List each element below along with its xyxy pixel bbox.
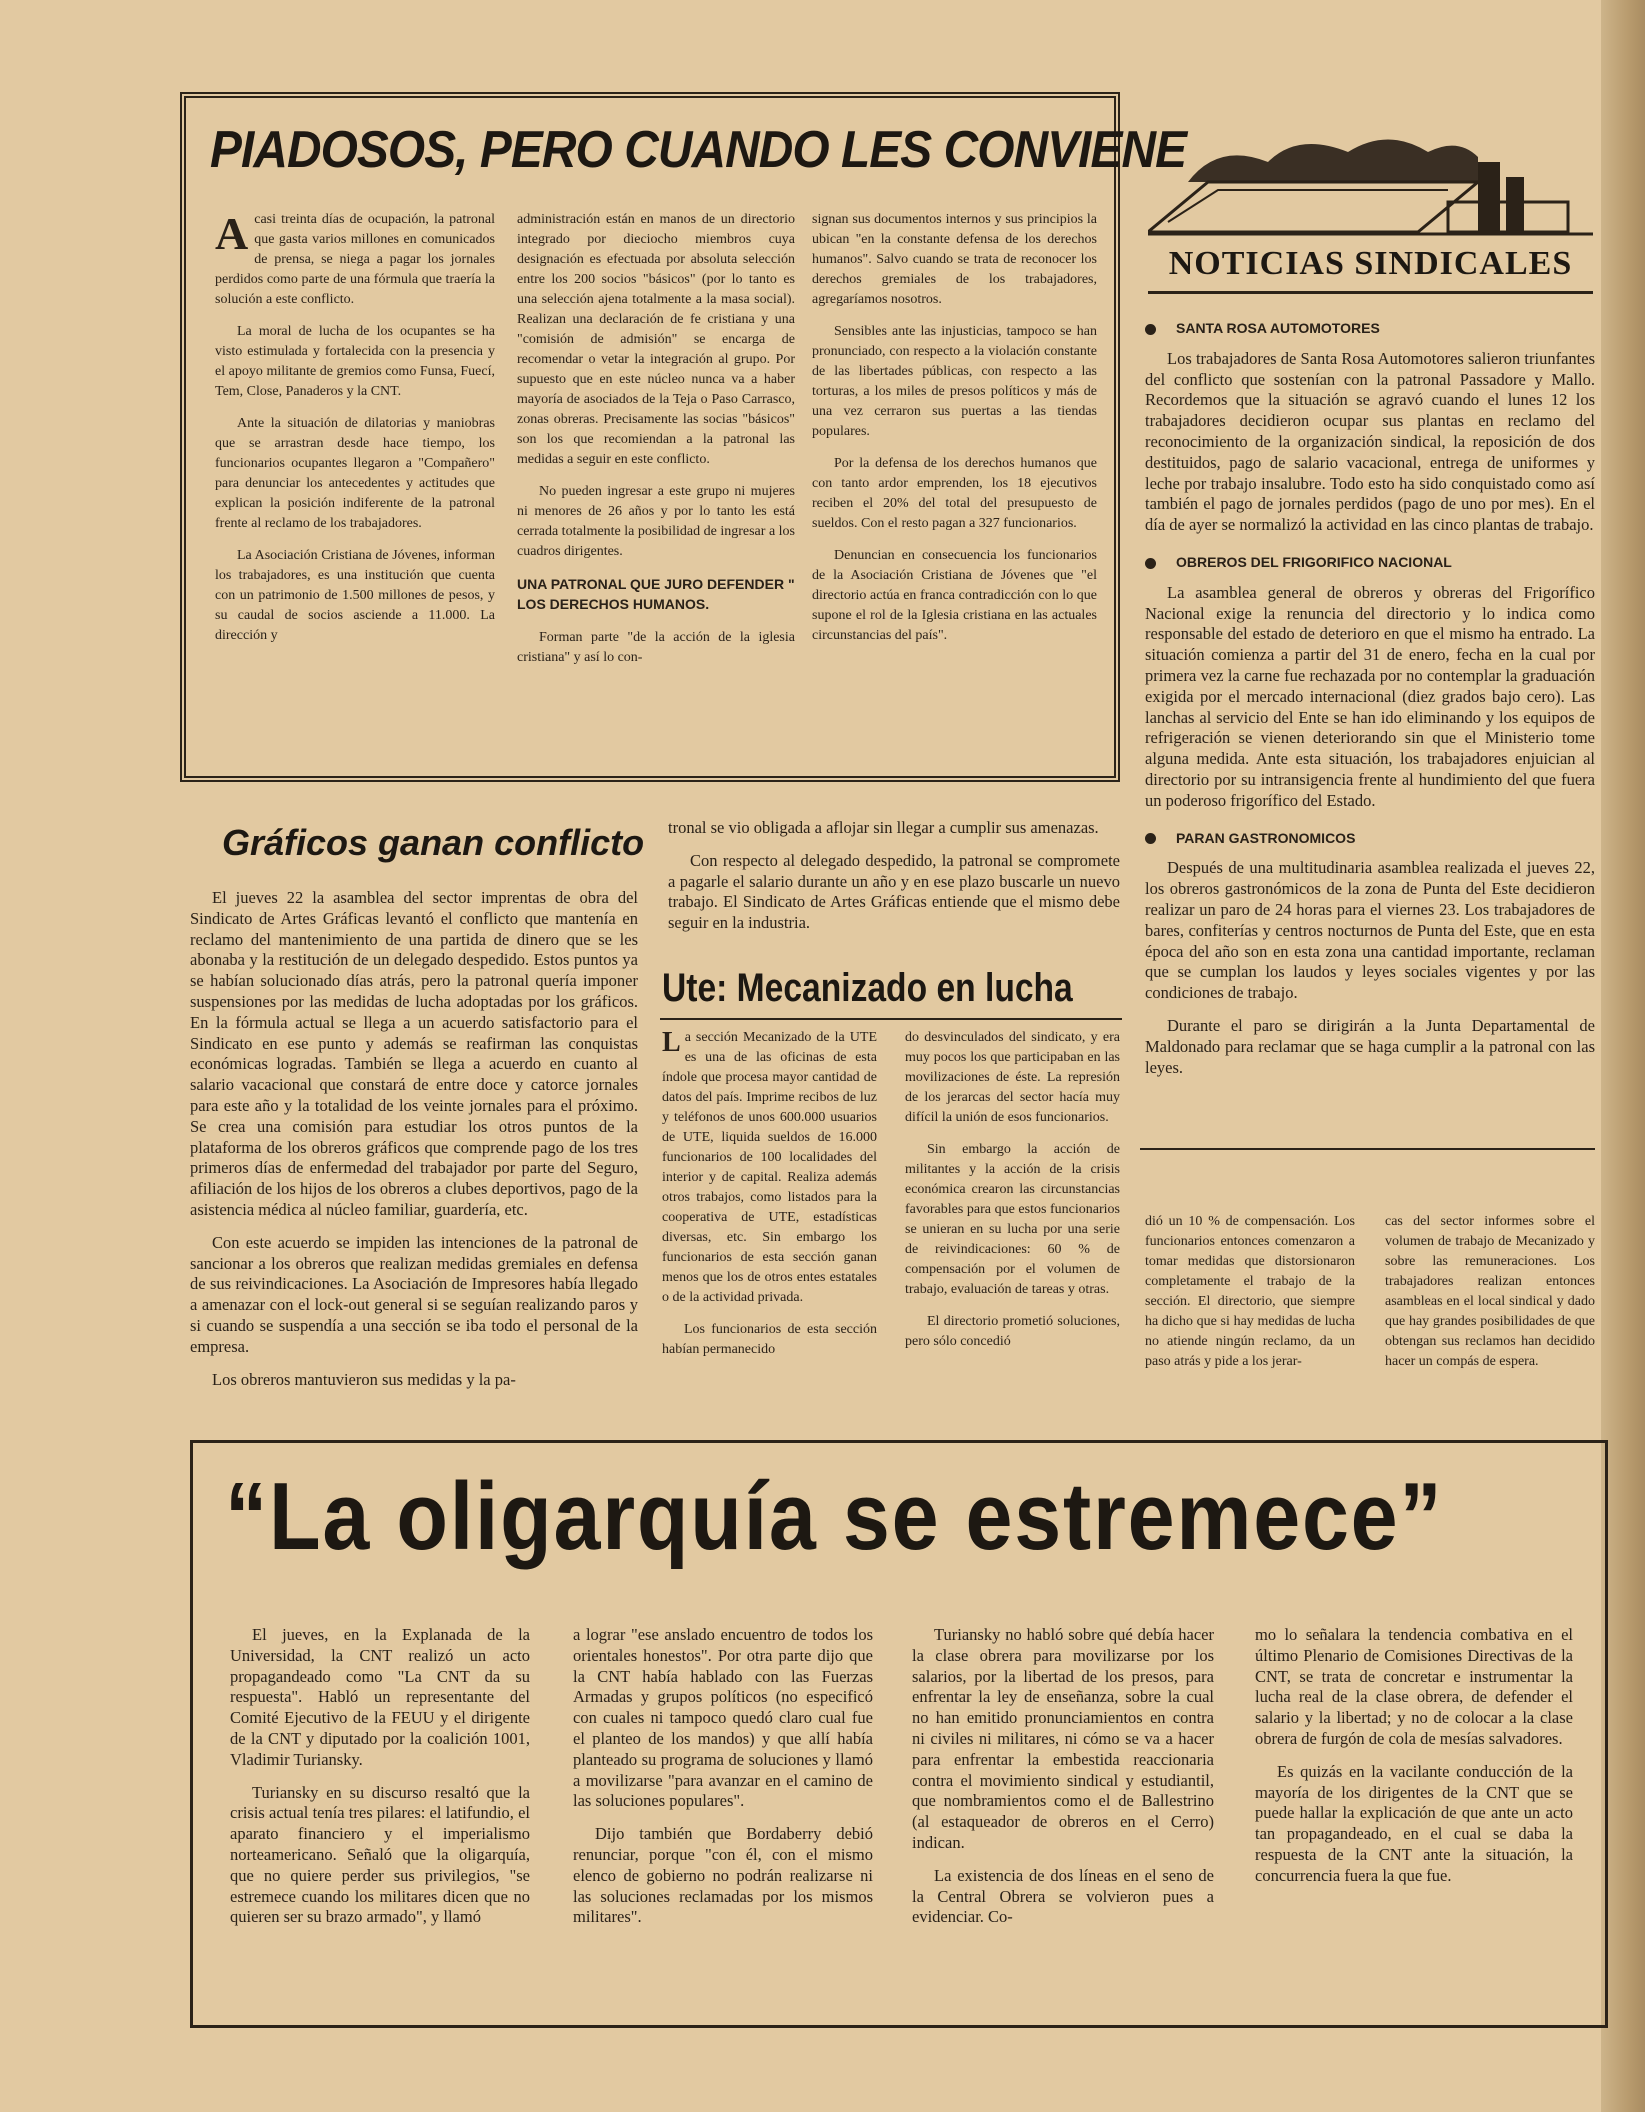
paragraph: dió un 10 % de compensación. Los funcionarios entonces comenzaron a tomar medidas que distorsionaron completamente el trabajo de la sección. El directorio, que siempre ha dicho que si hay medidas de lucha no atiende ningún reclamo, da un paso atrás y pide a los jerar- bbox=[1145, 1214, 1355, 1369]
paragraph: casi treinta días de ocupación, la patronal que gasta varios millones en comunicados de prensa, se niega a pagar los jornales perdidos como parte de una fórmula que traería la solución a este conflicto. bbox=[215, 212, 495, 307]
paragraph: No pueden ingresar a este grupo ni mujeres ni menores de 26 años y por lo tanto les está cerrada totalmente la posibilidad de ingresar a los cuadros dirigentes. bbox=[517, 484, 795, 559]
paragraph: Los obreros mantuvieron sus medidas y la pa- bbox=[212, 1369, 516, 1389]
paragraph: La existencia de dos líneas en el seno de la Central Obrera se volvieron pues a evidenciar. Co- bbox=[912, 1865, 1214, 1927]
paragraph: La moral de lucha de los ocupantes se ha visto estimulada y fortalecida con la presencia y el apoyo militante de gremios como Funsa, Fuecí, Tem, Close, Panaderos y la CNT. bbox=[215, 324, 495, 399]
paragraph: Con respecto al delegado despedido, la patronal se compromete a pagarle el salario durante un año y en ese plazo buscarle un nuevo trabajo. El Sindicato de Artes Gráficas entiende que el mismo debe seguir en la industria. bbox=[668, 850, 1120, 933]
noticias-column bbox=[1145, 318, 1595, 1138]
dropcap: L bbox=[662, 1028, 681, 1058]
piadosos-column-2 bbox=[517, 210, 795, 765]
paragraph: La Asociación Cristiana de Jóvenes, informan los trabajadores, es una institución que cuenta con un patrimonio de 1.500 millones de pesos, y su caudal de socios asciende a 11.000. La dirección y bbox=[215, 548, 495, 643]
paragraph: Con este acuerdo se impiden las intenciones de la patronal de sancionar a los obreros que realizan medidas gremiales en defensa de sus reivindicaciones. La Asociación de Impresores había llegado a amenazar con el lock-out general si se seguían realizando paros y si cuando se suspendía a una sección se iba todo el personal de la empresa. bbox=[190, 1232, 638, 1356]
section-heading: PARAN GASTRONOMICOS bbox=[1145, 828, 1595, 849]
paragraph: Después de una multitudinaria asamblea realizada el jueves 22, los obreros gastronómicos de la zona de Punta del Este decidieron realizar un paro de 24 horas para el viernes 23. Los trabajadores de bares, confiterías y centros nocturnos de Punta del Este, que en esta época del año son en esta zona una cantidad importante, reclaman que se cumplan los laudos y leyes sociales vigentes y por las condiciones de trabajo. bbox=[1145, 858, 1595, 1003]
subheading: UNA PATRONAL QUE JURO DEFENDER " LOS DERECHOS HUMANOS. bbox=[517, 576, 795, 612]
dropcap: A bbox=[215, 210, 249, 259]
oligarquia-column-1 bbox=[230, 1625, 530, 2015]
headline-graficos: Gráficos ganan conflicto bbox=[222, 822, 645, 863]
headline-piadosos: PIADOSOS, PERO CUANDO LES CONVIENE bbox=[210, 121, 1187, 179]
divider bbox=[660, 1018, 1122, 1020]
paragraph: do desvinculados del sindicato, y era muy pocos los que participaban en las movilizaciones de éste. La represión de los jerarcas del sector hacía muy difícil la unión de esos funcionarios. bbox=[905, 1030, 1120, 1125]
paragraph: El jueves, en la Explanada de la Universidad, la CNT realizó un acto propagandeado como "La CNT da su respuesta". Habló un representante del Comité Ejecutivo de la FEUU y el dirigente de la CNT y diputado por la coalición 1001, Vladimir Turiansky. bbox=[230, 1625, 530, 1769]
paragraph: signan sus documentos internos y sus principios la ubican "en la constante defensa de los derechos humanos". Salvo cuando se trata de reconocer los derechos gremiales de los trabajadores, agregaríamos nosotros. bbox=[812, 212, 1097, 307]
paragraph: Dijo también que Bordaberry debió renunciar, porque "con él, con el mismo elenco de gobierno no podrán realizarse ni las soluciones reclamadas por los mismos militares". bbox=[573, 1824, 873, 1927]
paragraph: Sensibles ante las injusticias, tampoco se han pronunciado, con respecto a la violación constante de las libertades públicas, con respecto a las torturas, a los miles de presos políticos y más de una vez cerraron sus puertas a las tiendas populares. bbox=[812, 324, 1097, 439]
paragraph: Durante el paro se dirigirán a la Junta Departamental de Maldonado para reclamar que se haga cumplir a la patronal con las leyes. bbox=[1145, 1015, 1595, 1077]
ute-column-4 bbox=[1385, 1212, 1595, 1412]
section-heading: OBREROS DEL FRIGORIFICO NACIONAL bbox=[1145, 552, 1595, 573]
paragraph: Ante la situación de dilatorias y maniobras que se arrastran desde hace tiempo, los funcionarios ocupantes llegaron a "Compañero" para denunciar los antecedentes y actitudes que explican la posición indiferente de la patronal frente al reclamo de los trabajadores. bbox=[215, 416, 495, 531]
paragraph: Turiansky no habló sobre qué debía hacer la clase obrera para movilizarse por los salarios, por la libertad de los presos, para enfrentar la ley de enseñanza, sobre la cual no han emitido pronunciamientos en contra ni civiles ni militares, ni cómo se va a hacer para enfrentar la embestida reaccionaria contra el movimiento sindical y estudiantil, que nombramientos como el de Ballestrino (al estaqueador de obreros en el Cerro) indican. bbox=[912, 1625, 1214, 1852]
ute-column-2 bbox=[905, 1028, 1120, 1413]
section-title-noticias: NOTICIAS SINDICALES bbox=[1148, 245, 1593, 294]
paragraph: a sección Mecanizado de la UTE es una de las oficinas de esta índole que procesa mayor cantidad de datos del país. Imprime recibos de luz y teléfonos de unos 600.000 usuarios de UTE, liquida sueldos de 16.000 funcionarios de 100 localidades del interior y de capital. Realiza además otros trabajos, como listados para la cooperativa de UTE, estadísticas diversas, etc. Sin embargo los funcionarios de esta sección ganan menos que los de otros entes estatales o de la actividad privada. bbox=[662, 1030, 877, 1305]
bullet-icon bbox=[1145, 833, 1156, 844]
paragraph: Turiansky en su discurso resaltó que la crisis actual tenía tres pilares: el latifundio, el aparato financiero y el imperialismo norteamericano. Señaló que la oligarquía, que no quiere perder sus privilegios, "se estremece cuando los militares dicen que no quieren ser su brazo armado", y llamó bbox=[230, 1782, 530, 1927]
factory-illustration bbox=[1148, 122, 1593, 242]
section-heading: SANTA ROSA AUTOMOTORES bbox=[1145, 318, 1595, 339]
paragraph: El jueves 22 la asamblea del sector imprentas de obra del Sindicato de Artes Gráficas levantó el conflicto que mantenía en reclamo del mantenimiento de una partida de dinero que se les abonaba y la restitución de un delegado despedido. Estos puntos ya se habían solucionado días atrás, pero la patronal quería imponer suspensiones por las medidas de lucha adoptadas por los gráficos. En la fórmula actual se llega a un acuerdo satisfactorio para el Sindicato en ese punto y además se reafirman las conquistas económicas logradas. También se llega a acuerdo en cuanto al salario vacacional que constará de entre doce y catorce jornales para este año y la totalidad de los veinte jornales para el próximo. Se crea una comisión para estudiar los otros puntos de la plataforma de los obreros gráficos que comprende pago de los tres primeros días de enfermedad del trabajador por parte del Seguro, afiliación de los hijos de los obreros a clubes deportivos, pago de la asistencia médica al núcleo familiar, guardería, etc. bbox=[190, 888, 638, 1219]
paragraph: La asamblea general de obreros y obreras del Frigorífico Nacional exige la renuncia del directorio y lo indica como responsable del estado de deterioro en que el mismo ha entrado. La situación comienza a partir del 31 de enero, fecha en la cual por primera vez la carne fue rechazada por no contemplar la graduación exigida por el mercado internacional (diez grados bajo cero). Las lanchas al servicio del Ente se han ido eliminando y los equipos de refrigeración se vienen deteriorando sin que el Ministerio tome alguna medida. Ante esta situación, los trabajadores enjuician al directorio por su intransigencia frente al hundimiento del que fuera un poderoso frigorífico del Estado. bbox=[1145, 582, 1595, 810]
paragraph: Denuncian en consecuencia los funcionarios de la Asociación Cristiana de Jóvenes que "el directorio actúa en franca contradicción con lo que supone el rol de la Iglesia cristiana en las actuales circunstancias del país". bbox=[812, 548, 1097, 643]
headline-ute: Ute: Mecanizado en lucha bbox=[662, 966, 1073, 1010]
paragraph: mo lo señalara la tendencia combativa en el último Plenario de Comisiones Directivas de la CNT, se trata de concretar e instrumentar la lucha real de la clase obrera, de defender el salario y la libertad; y no de colocar a la clase obrera de furgón de cola de mesías salvadores. bbox=[1255, 1625, 1573, 1748]
paragraph: Es quizás en la vacilante conducción de la mayoría de los dirigentes de la CNT que se puede hallar la explicación de que ante un acto tan propagandeado, en el cual se daba la respuesta de la CNT ante la situación, la concurrencia fuera la que fue. bbox=[1255, 1761, 1573, 1885]
ute-column-1 bbox=[662, 1028, 877, 1413]
paragraph: cas del sector informes sobre el volumen de trabajo de Mecanizado y sobre las remuneraciones. Los trabajadores realizan entonces asambleas en el local sindical y dado que hay grandes posibilidades de que obtengan sus reclamos han decidido hacer un compás de espera. bbox=[1385, 1214, 1595, 1369]
graficos-column-2 bbox=[668, 818, 1120, 952]
paragraph: Los trabajadores de Santa Rosa Automotores salieron triunfantes del conflicto que sostenían con la patronal Passadore y Mallo. Recordemos que la situación se agravó cuando el lunes 12 los trabajadores decidieron ocupar sus plantas en reclamo del reconocimiento de la organización sindical, la reposición de dos destituidos, pago de salario vacacional, entrega de uniformes y leche por trabajo insalubre. Todo esto ha sido conquistado como así también el pago de jornales perdidos (pago de uno por mes). En el día de ayer se normalizó la actividad en las cinco plantas de trabajo. bbox=[1145, 348, 1595, 535]
bullet-icon bbox=[1145, 558, 1156, 569]
piadosos-column-3 bbox=[812, 210, 1097, 765]
graficos-column-1 bbox=[190, 888, 638, 1418]
paragraph: Por la defensa de los derechos humanos que con tanto ardor emprenden, los 18 ejecutivos reciben el 20% del total del presupuesto de sueldos. Con el resto pagan a 327 funcionarios. bbox=[812, 456, 1097, 531]
bullet-icon bbox=[1145, 324, 1156, 335]
divider bbox=[1140, 1148, 1595, 1150]
paragraph: El directorio prometió soluciones, pero sólo concedió bbox=[905, 1314, 1120, 1349]
oligarquia-column-4 bbox=[1255, 1625, 1573, 2015]
headline-oligarquia: “La oligarquía se estremece” bbox=[225, 1463, 1444, 1570]
paragraph: a lograr "ese anslado encuentro de todos los orientales honestos". Por otra parte dijo que la CNT había hablado con las Fuerzas Armadas y grupos políticos (no especificó con cuales ni tampoco quedó claro cual fue el planteo de los mandos) y que allí había planteado su programa de soluciones y llamó a movilizarse "para avanzar en el camino de las soluciones populares". bbox=[573, 1625, 873, 1811]
ute-column-3 bbox=[1145, 1212, 1355, 1412]
oligarquia-column-3 bbox=[912, 1625, 1214, 2015]
paragraph: Los funcionarios de esta sección habían permanecido bbox=[662, 1322, 877, 1357]
paragraph: Sin embargo la acción de militantes y la acción de la crisis económica crearon las circunstancias favorables para que estos funcionarios se unieran en su lucha por una serie de reivindicaciones: 60 % de compensación por el volumen de trabajo, evaluación de tareas y otras. bbox=[905, 1142, 1120, 1297]
oligarquia-column-2 bbox=[573, 1625, 873, 2015]
paragraph: tronal se vio obligada a aflojar sin llegar a cumplir sus amenazas. bbox=[668, 818, 1099, 837]
paragraph: administración están en manos de un directorio integrado por dieciocho miembros cuya designación es efectuada por absoluta selección entre los 200 socios "básicos" (por lo tanto es una selección ajena totalmente a la masa social). Realizan una declaración de fe cristiana y una "comisión de admisión" se encarga de recomendar o vetar la integración al grupo. Por supuesto que en este núcleo nunca va a haber mayoría de asociados de la Teja o Paso Carrasco, zonas obreras. Precisamente las socias "básicos" son los que recomiendan a la patronal las medidas a seguir en este conflicto. bbox=[517, 212, 795, 467]
paragraph: Forman parte "de la acción de la iglesia cristiana" y así lo con- bbox=[517, 630, 795, 665]
piadosos-column-1 bbox=[215, 210, 495, 765]
